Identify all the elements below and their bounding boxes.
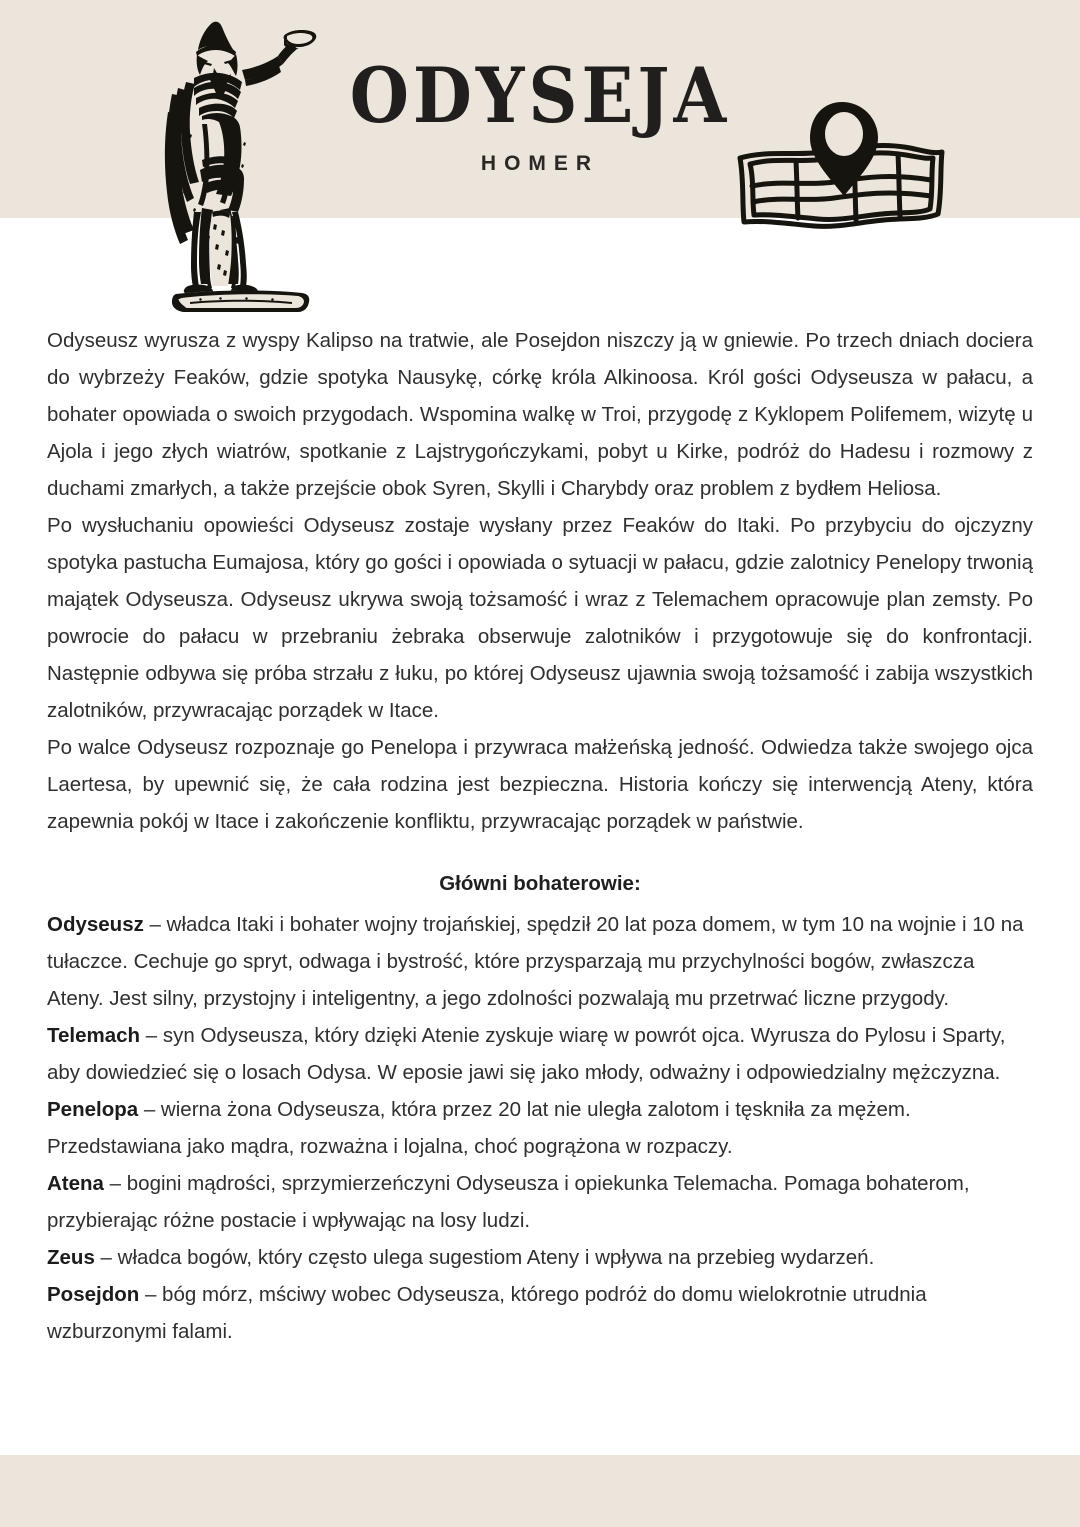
character-name: Atena <box>47 1172 104 1195</box>
character-name: Telemach <box>47 1024 141 1047</box>
character-description: – władca bogów, który często ulega sugestiom Ateny i wpływa na przebieg wydarzeń. <box>94 1246 875 1269</box>
character-name: Odyseusz <box>47 913 144 936</box>
character-entry <box>47 906 1033 1017</box>
character-name: Posejdon <box>47 1283 140 1306</box>
character-name: Penelopa <box>47 1098 139 1121</box>
character-name: Zeus <box>47 1246 95 1269</box>
character-description: – wierna żona Odyseusza, która przez 20 lat nie uległa zalotom i tęskniła za mężem. Przedstawiana jako mądra, rozważna i lojalna, choć pogrążona w rozpaczy. <box>47 1098 911 1158</box>
character-entry <box>47 1165 1033 1239</box>
book-author: HOMER <box>480 152 600 175</box>
header-band <box>0 0 1080 218</box>
character-description: – bogini mądrości, sprzymierzeńczyni Odyseusza i opiekunka Telemacha. Pomaga bohaterom, przybierając różne postacie i wpływając na losy ludzi. <box>47 1172 970 1232</box>
document-content <box>47 322 1033 1350</box>
footer-band <box>0 1455 1080 1527</box>
characters-section-heading: Główni bohaterowie: <box>439 872 641 895</box>
character-description: – władca Itaki i bohater wojny trojańskiej, spędził 20 lat poza domem, w tym 10 na wojnie i 10 na tułaczce. Cechuje go spryt, odwaga i bystrość, które przysparzają mu przychylności bogów, zwłaszcza Ateny. Jest silny, przystojny i inteligentny, a jego zdolności pozwalają mu przetrwać liczne przygody. <box>47 913 1024 1010</box>
summary-paragraph-3: Po walce Odyseusz rozpoznaje go Penelopa i przywraca małżeńską jedność. Odwiedza także swojego ojca Laertesa, by upewnić się, że cała rodzina jest bezpieczna. Historia kończy się interwencją Ateny, która zapewnia pokój w Itace i zakończenie konfliktu, przywracając porządek w państwie. <box>47 736 1033 833</box>
summary-paragraph-1: Odyseusz wyrusza z wyspy Kalipso na tratwie, ale Posejdon niszczy ją w gniewie. Po trzech dniach dociera do wybrzeży Feaków, gdzie spotyka Nausykę, córkę króla Alkinoosa. Król gości Odyseusza w pałacu, a bohater opowiada o swoich przygodach. Wspomina walkę w Troi, przygodę z Kyklopem Polifemem, wizytę u Ajola i jego złych wiatrów, spotkanie z Lajstrygończykami, pobyt u Kirke, podróż do Hadesu i rozmowy z duchami zmarłych, a także przejście obok Syren, Skylli i Charybdy oraz problem z bydłem Heliosa. <box>47 329 1033 500</box>
character-description: – syn Odyseusza, który dzięki Atenie zyskuje wiarę w powrót ojca. Wyrusza do Pylosu i Sparty, aby dowiedzieć się o losach Odysa. W eposie jawi się jako młody, odważny i odpowiedzialny mężczyzna. <box>47 1024 1006 1084</box>
book-title: ODYSEJA <box>349 51 731 141</box>
character-entry <box>47 1091 1033 1165</box>
character-entry <box>47 1017 1033 1091</box>
character-description: – bóg mórz, mściwy wobec Odyseusza, którego podróż do domu wielokrotnie utrudnia wzburzonymi falami. <box>47 1283 927 1343</box>
plot-summary <box>47 322 1033 840</box>
summary-paragraph-2: Po wysłuchaniu opowieści Odyseusz zostaje wysłany przez Feaków do Itaki. Po przybyciu do ojczyzny spotyka pastucha Eumajosa, który go gości i opowiada o sytuacji w pałacu, gdzie zalotnicy Penelopy trwonią majątek Odyseusza. Odyseusz ukrywa swoją tożsamość i wraz z Telemachem opracowuje plan zemsty. Po powrocie do pałacu w przebraniu żebraka obserwuje zalotników i przygotowuje się do konfrontacji. Następnie odbywa się próba strzału z łuku, po której Odyseusz ujawnia swoją tożsamość i zabija wszystkich zalotników, przywracając porządek w Itace. <box>47 514 1033 722</box>
character-entry <box>47 1276 1033 1350</box>
characters-list <box>47 906 1033 1350</box>
character-entry <box>47 1239 1033 1276</box>
